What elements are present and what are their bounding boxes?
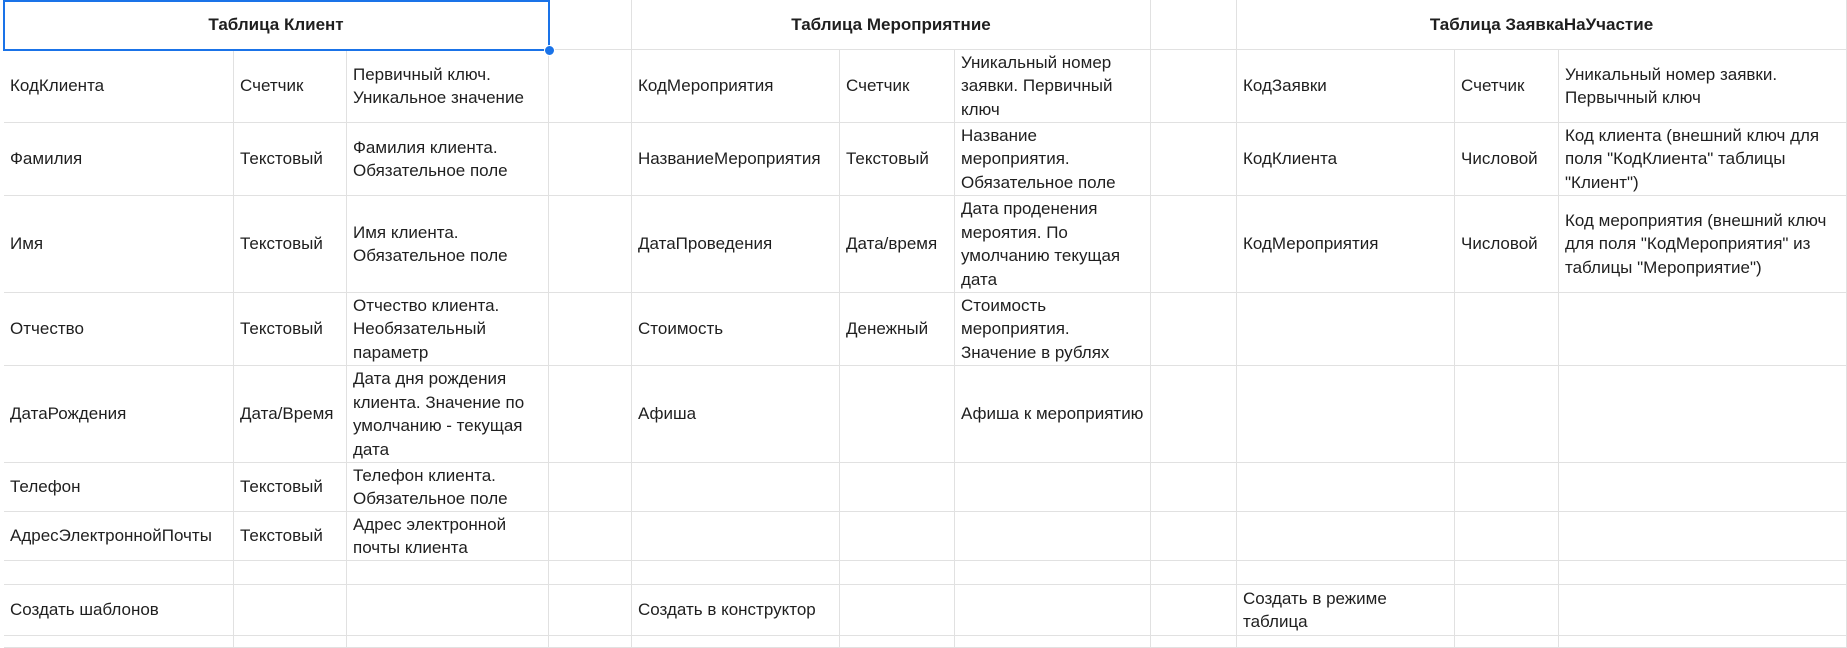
grid-cell[interactable] <box>1237 293 1455 366</box>
grid-cell[interactable] <box>632 293 840 366</box>
grid-cell[interactable] <box>632 636 840 648</box>
grid-cell[interactable] <box>632 561 840 585</box>
grid-cell[interactable] <box>1237 463 1455 512</box>
grid-cell[interactable] <box>1237 512 1455 561</box>
grid-cell[interactable] <box>1237 50 1455 123</box>
grid-cell[interactable] <box>632 366 840 463</box>
grid-cell[interactable] <box>1559 50 1847 123</box>
grid-cell[interactable] <box>1151 123 1237 196</box>
cell-text: КодМероприятия <box>1243 234 1379 254</box>
cell-text: Текстовый <box>240 477 323 497</box>
cell-text: Афиша <box>638 404 697 424</box>
grid-cell[interactable] <box>234 512 347 561</box>
grid-cell[interactable] <box>632 50 840 123</box>
grid-cell[interactable] <box>632 123 840 196</box>
cell-text: Афиша к мероприятию <box>961 404 1144 424</box>
cell-text: Имя клиента. Обязательное поле <box>353 222 508 265</box>
grid-cell[interactable] <box>1455 123 1559 196</box>
cell-text: Таблица Клиент <box>208 14 344 34</box>
grid-cell[interactable] <box>1455 636 1559 648</box>
grid-cell[interactable] <box>549 293 632 366</box>
cell-text: ДатаПроведения <box>638 234 773 254</box>
grid-cell[interactable] <box>234 123 347 196</box>
cell-text: Создать в конструктор <box>638 600 816 620</box>
grid-cell[interactable] <box>549 196 632 293</box>
cell-text: Телефон клиента. Обязательное поле <box>353 465 508 508</box>
grid-cell[interactable] <box>840 561 955 585</box>
cell-text: Уникальный номер заявки. Первичный ключ <box>961 52 1113 119</box>
grid-cell[interactable] <box>1237 366 1455 463</box>
grid-cell[interactable] <box>234 50 347 123</box>
grid-cell[interactable] <box>1151 50 1237 123</box>
grid-cell[interactable] <box>1151 293 1237 366</box>
cell-text: Дата дня рождения клиента. Значение по умолчанию - текущая дата <box>353 369 525 459</box>
grid-cell[interactable] <box>955 196 1151 293</box>
grid-cell[interactable] <box>234 561 347 585</box>
grid-cell[interactable] <box>1237 123 1455 196</box>
cell-text: НазваниеМероприятия <box>638 149 821 169</box>
grid-cell[interactable] <box>955 512 1151 561</box>
grid-cell[interactable] <box>549 366 632 463</box>
grid-cell[interactable] <box>955 561 1151 585</box>
cell-text: Телефон <box>10 477 81 497</box>
grid-cell[interactable] <box>4 585 234 636</box>
grid-cell[interactable] <box>955 366 1151 463</box>
grid-cell[interactable] <box>347 463 549 512</box>
grid-cell[interactable] <box>1151 512 1237 561</box>
grid-cell[interactable] <box>549 636 632 648</box>
grid-cell[interactable] <box>347 50 549 123</box>
spacer-cell[interactable] <box>549 0 632 50</box>
grid-cell[interactable] <box>840 636 955 648</box>
grid-cell[interactable] <box>1455 561 1559 585</box>
grid-cell[interactable] <box>1455 585 1559 636</box>
grid-cell[interactable] <box>1151 636 1237 648</box>
cell-text: Текстовый <box>240 526 323 546</box>
cell-text: Счетчик <box>240 76 304 96</box>
grid-cell[interactable] <box>4 196 234 293</box>
cell-text: КодЗаявки <box>1243 76 1327 96</box>
cell-text: Текстовый <box>846 149 929 169</box>
cell-text: Адрес электронной почты клиента <box>353 514 507 557</box>
grid-cell[interactable] <box>347 293 549 366</box>
grid-cell[interactable] <box>840 123 955 196</box>
grid-cell[interactable] <box>549 463 632 512</box>
cell-text: Текстовый <box>240 319 323 339</box>
grid-cell[interactable] <box>955 636 1151 648</box>
cell-text: Текстовый <box>240 234 323 254</box>
cell-text: Стоимость <box>638 319 724 339</box>
grid-cell[interactable] <box>1151 196 1237 293</box>
grid-cell[interactable] <box>4 463 234 512</box>
grid-cell[interactable] <box>347 123 549 196</box>
grid-cell[interactable] <box>955 123 1151 196</box>
grid-cell[interactable] <box>549 50 632 123</box>
cell-text: Название мероприятия. Обязательное поле <box>961 125 1116 192</box>
grid-cell[interactable] <box>347 585 549 636</box>
grid-cell[interactable] <box>1237 636 1455 648</box>
grid-cell[interactable] <box>549 585 632 636</box>
grid-cell[interactable] <box>840 293 955 366</box>
cell-text: Код мероприятия (внешний ключ для поля "КодМероприятия" из таблицы "Мероприятие") <box>1565 210 1827 277</box>
grid-cell[interactable] <box>234 293 347 366</box>
grid-cell[interactable] <box>840 585 955 636</box>
grid-cell[interactable] <box>1455 512 1559 561</box>
grid-cell[interactable] <box>549 123 632 196</box>
cell-text: Создать в режиме таблица <box>1243 588 1387 631</box>
grid-cell[interactable] <box>347 366 549 463</box>
table-header-cell[interactable] <box>632 0 1151 50</box>
cell-text: КодКлиента <box>10 76 105 96</box>
cell-text: Код клиента (внешний ключ для поля "КодКлиента" таблицы "Клиент") <box>1565 125 1820 192</box>
grid-cell[interactable] <box>840 196 955 293</box>
grid-cell[interactable] <box>1151 366 1237 463</box>
grid-cell[interactable] <box>549 561 632 585</box>
grid-cell[interactable] <box>632 196 840 293</box>
grid-cell[interactable] <box>1151 561 1237 585</box>
cell-text: Первичный ключ. Уникальное значение <box>353 64 524 107</box>
grid-cell[interactable] <box>4 123 234 196</box>
cell-text: Дата/время <box>846 234 938 254</box>
cell-text: ДатаРождения <box>10 404 127 424</box>
grid-cell[interactable] <box>840 366 955 463</box>
fill-handle[interactable] <box>544 45 555 56</box>
cell-text: Уникальный номер заявки. Первычный ключ <box>1565 64 1778 107</box>
cell-text: Счетчик <box>1461 76 1525 96</box>
cell-text: Создать шаблонов <box>10 600 159 620</box>
grid-cell[interactable] <box>4 50 234 123</box>
table-header-cell[interactable] <box>4 0 549 50</box>
grid-cell[interactable] <box>632 512 840 561</box>
grid-cell[interactable] <box>234 585 347 636</box>
grid-cell[interactable] <box>347 636 549 648</box>
grid-cell[interactable] <box>1455 196 1559 293</box>
grid-cell[interactable] <box>1237 561 1455 585</box>
cell-text: АдресЭлектроннойПочты <box>10 526 212 546</box>
cell-text: Счетчик <box>846 76 910 96</box>
cell-text: Таблица Мероприятние <box>791 14 991 34</box>
grid-cell[interactable] <box>4 293 234 366</box>
cell-text: Отчество клиента. Необязательный параметр <box>353 295 500 362</box>
grid-cell[interactable] <box>955 585 1151 636</box>
grid-cell[interactable] <box>234 196 347 293</box>
grid-cell[interactable] <box>632 463 840 512</box>
grid-cell[interactable] <box>549 512 632 561</box>
grid-cell[interactable] <box>1559 366 1847 463</box>
grid-cell[interactable] <box>1559 123 1847 196</box>
grid-cell[interactable] <box>840 463 955 512</box>
cell-text: Числовой <box>1461 234 1538 254</box>
grid-cell[interactable] <box>1151 585 1237 636</box>
grid-cell[interactable] <box>4 366 234 463</box>
grid-cell[interactable] <box>1455 463 1559 512</box>
grid-cell[interactable] <box>955 463 1151 512</box>
grid-cell[interactable] <box>1151 463 1237 512</box>
spacer-cell[interactable] <box>1151 0 1237 50</box>
grid-cell[interactable] <box>1455 293 1559 366</box>
cell-text: Фамилия клиента. Обязательное поле <box>353 137 508 180</box>
grid-cell[interactable] <box>1559 196 1847 293</box>
grid-cell[interactable] <box>955 50 1151 123</box>
cell-text: Стоимость мероприятия. Значение в рублях <box>961 295 1110 362</box>
cell-text: КодМероприятия <box>638 76 774 96</box>
cell-text: Отчество <box>10 319 84 339</box>
cell-text: КодКлиента <box>1243 149 1338 169</box>
grid-cell[interactable] <box>1559 293 1847 366</box>
grid-cell[interactable] <box>632 585 840 636</box>
grid-cell[interactable] <box>234 366 347 463</box>
grid-cell[interactable] <box>840 512 955 561</box>
grid-cell[interactable] <box>955 293 1151 366</box>
grid-cell[interactable] <box>347 196 549 293</box>
cell-text: Числовой <box>1461 149 1538 169</box>
grid-cell[interactable] <box>347 512 549 561</box>
grid-cell[interactable] <box>1559 561 1847 585</box>
cell-text: Текстовый <box>240 149 323 169</box>
grid-cell[interactable] <box>4 636 234 648</box>
cell-text: Дата проденения мероятия. По умолчанию текущая дата <box>961 199 1121 289</box>
cell-text: Имя <box>10 234 44 254</box>
grid-cell[interactable] <box>4 512 234 561</box>
table-header-cell[interactable] <box>1237 0 1847 50</box>
grid-cell[interactable] <box>1559 585 1847 636</box>
grid-cell[interactable] <box>1455 50 1559 123</box>
grid-cell[interactable] <box>1237 196 1455 293</box>
grid-cell[interactable] <box>1237 585 1455 636</box>
grid-cell[interactable] <box>1559 636 1847 648</box>
grid-cell[interactable] <box>347 561 549 585</box>
grid-cell[interactable] <box>840 50 955 123</box>
grid-cell[interactable] <box>4 561 234 585</box>
grid-cell[interactable] <box>1559 512 1847 561</box>
cell-text: Таблица ЗаявкаНаУчастие <box>1429 14 1654 34</box>
grid-cell[interactable] <box>234 636 347 648</box>
grid-cell[interactable] <box>1455 366 1559 463</box>
cell-text: Фамилия <box>10 149 83 169</box>
cell-text: Денежный <box>846 319 929 339</box>
grid-cell[interactable] <box>234 463 347 512</box>
cell-text: Дата/Время <box>240 404 334 424</box>
grid-cell[interactable] <box>1559 463 1847 512</box>
